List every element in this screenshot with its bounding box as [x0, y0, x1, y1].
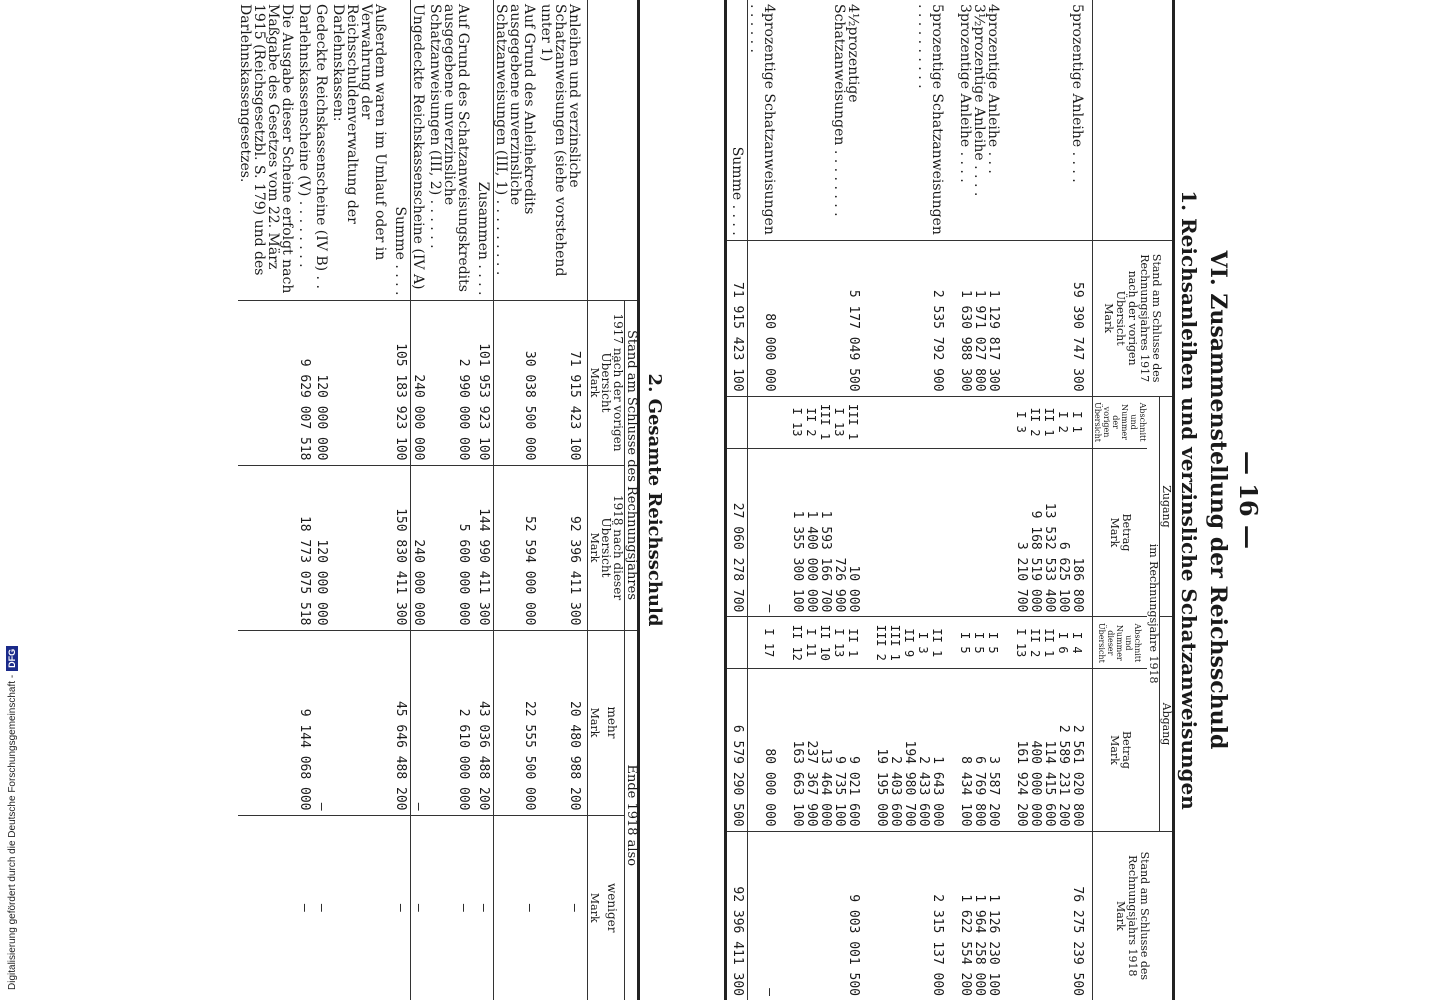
row-label: Anleihen und verzinsliche Schatzanweisungen (siehe vorstehend unter 1) — [538, 4, 582, 277]
row-label: 5prozentige Anleihe . . . . — [1069, 4, 1085, 183]
row-label: Darlehnskassenscheine (V) . . . . . . . . — [296, 4, 312, 268]
abgang-betrag: 80 000 000 — [748, 669, 791, 831]
zugang-betrag — [874, 448, 958, 617]
row-label: 3½prozentige Anleihe . . . . — [971, 4, 987, 197]
table-row — [972, 0, 986, 1000]
value-mehr — [238, 630, 297, 815]
table-row — [958, 0, 972, 1000]
t2-header-mark-3: Mark — [588, 630, 601, 815]
table-row — [790, 0, 874, 1000]
row-label: Die Ausgabe dieser Scheine erfolgt nach Maßgabe des Gesetzes vom 22. März 1915 (Reichsgesetzbl. S. 179) und des Darlehnskassengesetzes. — [237, 4, 295, 294]
section1-title: 1. Reichsanleihen und verzinsliche Schatzanweisungen — [1177, 190, 1201, 810]
row-label: Ungedeckte Reichskassenscheine (IV A) — [410, 4, 426, 290]
stand-1917: 1 630 988 300 — [958, 240, 972, 396]
t1-sum-asec — [726, 617, 748, 669]
stand-1918: 9 003 001 500 — [790, 831, 874, 1000]
stand-1918: 1 964 258 000 — [972, 831, 986, 1000]
value-weniger: — — [297, 815, 314, 1000]
value-1917: 30 038 500 000 — [494, 300, 540, 465]
stand-1918: 76 275 239 500 — [1056, 831, 1093, 1000]
footer-text: Digitalisierung gefördert durch die Deutsche Forschungsgemeinschaft - — [7, 674, 18, 990]
stand-1918: 1 126 230 100 — [986, 831, 1014, 1000]
zugang-betrag: — — [748, 448, 791, 617]
t2-header-weniger: weniger — [600, 815, 625, 1000]
row-label: Summe . . . . — [390, 0, 411, 300]
value-1917: 105 183 923 100 — [390, 300, 411, 465]
zugang-abschnitt — [874, 396, 958, 448]
value-1918: 92 396 411 300 — [539, 465, 588, 630]
zugang-abschnitt: I 1 I 2 — [1056, 396, 1093, 448]
stand-1917: 80 000 000 — [748, 240, 791, 396]
value-weniger: — — [428, 815, 473, 1000]
abgang-abschnitt: I 5 — [972, 617, 986, 669]
table-row — [238, 0, 297, 1000]
t2-header-1918: 1918 nach dieser Übersicht — [600, 465, 625, 630]
stand-1918: 1 622 554 200 — [958, 831, 972, 1000]
value-mehr: 45 646 488 200 — [390, 630, 411, 815]
table-row — [986, 0, 1014, 1000]
abgang-betrag: 9 021 600 9 735 100 13 464 000 237 367 900 163 663 100 — [790, 669, 874, 831]
value-1918: 150 830 411 300 — [390, 465, 411, 630]
value-mehr: — — [411, 630, 429, 815]
value-1917: 240 000 000 — [411, 300, 429, 465]
zugang-betrag: 10 000 726 900 1 593 166 700 1 400 000 000 1 355 300 100 — [790, 448, 874, 617]
row-label: 4prozentige Schatzanweisungen . . . . . . — [747, 4, 777, 235]
value-1918: 5 600 000 000 — [428, 465, 473, 630]
t2-header-ende: Ende 1918 also — [625, 630, 639, 1000]
table-row — [473, 0, 494, 1000]
t2-header-1917: 1917 nach der vorigen Übersicht — [600, 300, 625, 465]
row-label: Außerdem waren im Umlauf oder in Verwahrung der Reichsschuldenverwaltung der Darlehnskassen: — [330, 4, 388, 261]
zugang-betrag — [986, 448, 1014, 617]
value-weniger: — — [314, 815, 331, 1000]
stand-1918: — — [748, 831, 791, 1000]
value-weniger: — — [411, 815, 429, 1000]
t1-body — [748, 0, 1093, 1000]
row-label: Zusammen . . . . — [473, 0, 494, 300]
table-row — [428, 0, 473, 1000]
zugang-betrag — [958, 448, 972, 617]
table-row — [331, 0, 390, 1000]
zugang-betrag: 13 532 533 400 9 168 519 000 3 210 700 — [1014, 448, 1056, 617]
stand-1918: 2 315 137 000 — [874, 831, 958, 1000]
t2-body — [238, 0, 588, 1000]
abgang-betrag: 3 587 200 — [986, 669, 1014, 831]
page-number: — 16 — — [1234, 450, 1263, 550]
value-1917: 2 990 000 000 — [428, 300, 473, 465]
t1-header-abschnitt-zugang: Abschnitt und Nummer der vorigen Übersicht — [1093, 396, 1148, 448]
value-1918: 52 594 000 000 — [494, 465, 540, 630]
table-row — [539, 0, 588, 1000]
value-weniger: — — [473, 815, 494, 1000]
zugang-abschnitt — [986, 396, 1014, 448]
value-1918: 18 773 075 518 — [297, 465, 314, 630]
value-mehr: 22 555 500 000 — [494, 630, 540, 815]
value-mehr: — — [314, 630, 331, 815]
row-label: Gedeckte Reichskassenscheine (IV B) . . — [313, 4, 329, 289]
table-row — [314, 0, 331, 1000]
zugang-abschnitt — [958, 396, 972, 448]
value-mehr: 9 144 068 000 — [297, 630, 314, 815]
t1-sum-zsec — [726, 396, 748, 448]
t1-sum-stand: 71 915 423 100 — [726, 240, 748, 396]
t1-header-stand-1917: Stand am Schlusse des Rechnungsjahres 1917 nach der vorigen Übersicht Mark — [1093, 240, 1174, 396]
stand-1918 — [1014, 831, 1056, 1000]
abgang-betrag: 1 643 000 2 433 600 194 980 700 2 403 600 19 195 000 — [874, 669, 958, 831]
table-row — [874, 0, 958, 1000]
value-mehr: 43 036 488 200 — [473, 630, 494, 815]
value-mehr: 2 610 000 000 — [428, 630, 473, 815]
t2-blank-header — [588, 0, 639, 300]
value-1917: 71 915 423 100 — [539, 300, 588, 465]
value-1918: 240 000 000 — [411, 465, 429, 630]
value-weniger — [331, 815, 390, 1000]
table-row — [411, 0, 429, 1000]
stand-1917: 5 177 049 500 — [790, 240, 874, 396]
abgang-abschnitt: I 17 — [748, 617, 791, 669]
value-1918 — [238, 465, 297, 630]
gesamte-reichsschuld-table — [238, 0, 640, 1000]
table-row — [1014, 0, 1056, 1000]
t1-sum-abgang: 6 579 290 500 — [726, 669, 748, 831]
row-label: 4prozentige Anleihe . . . — [985, 4, 1001, 174]
value-1918: 120 000 000 — [314, 465, 331, 630]
t1-blank-header — [1093, 0, 1174, 240]
value-1917 — [238, 300, 297, 465]
t1-header-im-rechnungsjahr: im Rechnungsjahre 1918 — [1147, 396, 1160, 831]
table-row — [1056, 0, 1093, 1000]
abgang-abschnitt: I 4 I 6 — [1056, 617, 1093, 669]
t1-header-betrag-zugang: Betrag Mark — [1093, 448, 1148, 617]
t2-header-mark-2: Mark — [588, 465, 601, 630]
value-weniger: — — [390, 815, 411, 1000]
stand-1917 — [1014, 240, 1056, 396]
t1-header-stand-1918: Stand am Schlusse des Rechnungsjahrs 1918 Mark — [1093, 831, 1174, 1000]
zugang-abschnitt: III 1 I 13 III 1 II 2 I 13 — [790, 396, 874, 448]
table-row — [390, 0, 411, 1000]
abgang-abschnitt: II 1 II 2 I 13 — [1014, 617, 1056, 669]
stand-1917: 2 535 792 900 — [874, 240, 958, 396]
value-1917: 9 629 007 518 — [297, 300, 314, 465]
stand-1917: 1 971 027 800 — [972, 240, 986, 396]
t1-header-abschnitt-abgang: Abschnitt und Nummer dieser Übersicht — [1093, 617, 1148, 669]
table-row — [297, 0, 314, 1000]
t1-sum-ende: 92 396 411 300 — [726, 831, 748, 1000]
value-1918 — [331, 465, 390, 630]
value-mehr — [331, 630, 390, 815]
value-1917 — [331, 300, 390, 465]
abgang-betrag: 2 561 020 800 2 589 231 200 — [1056, 669, 1093, 831]
zugang-abschnitt — [748, 396, 791, 448]
row-label: 5prozentige Schatzanweisungen . . . . . . . . . . — [915, 4, 945, 235]
zugang-betrag — [972, 448, 986, 617]
row-label: Auf Grund des Schatzanweisungskredits ausgegebene unverzinsliche Schatzanweisungen (III, 2) . . . . . . — [427, 4, 471, 292]
t1-sum-zugang: 27 060 278 700 — [726, 448, 748, 617]
section2-title: 2. Gesamte Reichsschuld — [644, 373, 665, 627]
t2-header-mark-1: Mark — [588, 300, 601, 465]
row-label: Auf Grund des Anleihekredits ausgegebene unverzinsliche Schatzanweisungen (III, 1) . . . . . . . . . — [493, 4, 537, 276]
t2-header-mehr: mehr — [600, 630, 625, 815]
abgang-betrag: 6 769 800 — [972, 669, 986, 831]
value-weniger: — — [539, 815, 588, 1000]
value-weniger — [238, 815, 297, 1000]
abgang-abschnitt: I 5 — [958, 617, 972, 669]
abgang-abschnitt: II 1 I 13 II 10 I 11 II 12 — [790, 617, 874, 669]
abgang-abschnitt: I 5 — [986, 617, 1014, 669]
abgang-betrag: 8 434 100 — [958, 669, 972, 831]
abgang-abschnitt: II 1 I 3 II 9 III 1 III 2 — [874, 617, 958, 669]
dfg-footer — [6, 610, 22, 990]
zugang-abschnitt — [972, 396, 986, 448]
t1-header-zugang: Zugang — [1160, 396, 1174, 617]
zugang-betrag: 186 800 6 625 100 — [1056, 448, 1093, 617]
dfg-logo: DFG — [6, 646, 18, 671]
row-label: 4½prozentige Schatzanweisungen . . . . . . . . — [831, 4, 861, 217]
abgang-betrag: 114 415 600 400 000 000 161 924 200 — [1014, 669, 1056, 831]
t2-header-mark-4: Mark — [588, 815, 601, 1000]
t1-header-betrag-abgang: Betrag Mark — [1093, 669, 1148, 831]
rotated-document-page — [125, 0, 1275, 1000]
table-row — [494, 0, 540, 1000]
row-label — [1014, 0, 1056, 240]
value-weniger: — — [494, 815, 540, 1000]
reichsanleihen-table — [724, 0, 1175, 1000]
value-1918: 144 990 411 300 — [473, 465, 494, 630]
table-row — [748, 0, 791, 1000]
stand-1917: 59 390 747 300 — [1056, 240, 1093, 396]
t1-sum-label: Summe . . . . — [726, 0, 748, 240]
t1-sum-row — [726, 0, 748, 1000]
value-1917: 120 000 000 — [314, 300, 331, 465]
value-1917: 101 953 923 100 — [473, 300, 494, 465]
stand-1917: 1 129 817 300 — [986, 240, 1014, 396]
t2-header-stand: Stand am Schlusse des Rechnungsjahres — [625, 300, 639, 630]
t1-header-abgang: Abgang — [1160, 617, 1174, 831]
zugang-abschnitt: II 1 II 2 I 3 — [1014, 396, 1056, 448]
row-label: 3prozentige Anleihe . . . . — [957, 4, 973, 183]
value-mehr: 20 480 988 200 — [539, 630, 588, 815]
page-title: VI. Zusammenstellung der Reichsschuld — [1205, 250, 1231, 750]
